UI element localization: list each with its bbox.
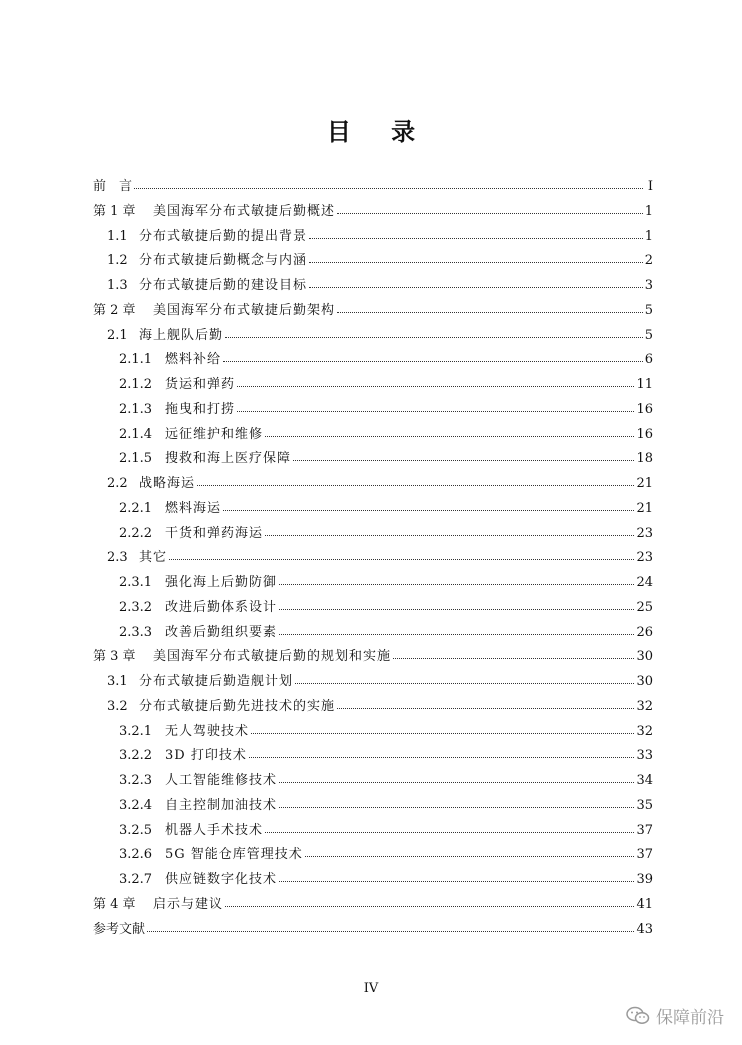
toc-entry-number: 3.2.7 [119,872,153,887]
toc-leader-dots [279,584,634,585]
toc-leader-dots [147,931,634,932]
toc-entry[interactable] [93,197,653,219]
toc-entry-page: 43 [636,921,653,937]
toc-entry-number: 2.1.3 [119,401,153,417]
toc-entry[interactable] [107,222,653,244]
toc-entry[interactable] [119,741,653,763]
toc-leader-dots [225,906,634,907]
toc-entry-number: 第 1 章 [93,203,136,219]
toc-entry-label: 改进后勤体系设计 [165,599,278,615]
toc-leader-dots [237,386,634,387]
toc-leader-dots [251,733,634,734]
toc-entry-page: 33 [636,748,653,764]
toc-entry-label: 美国海军分布式敏捷后勤概述 [153,203,336,219]
toc-entry-label: 3D 打印技术 [165,748,247,764]
toc-entry[interactable] [93,915,653,937]
toc-entry[interactable] [93,890,653,912]
toc-entry-label: 远征维护和维修 [165,426,264,442]
toc-entry[interactable] [119,766,653,788]
toc-leader-dots [309,287,643,288]
toc-entry[interactable] [107,321,653,343]
toc-leader-dots [295,683,634,684]
toc-entry-number: 第 4 章 [93,896,136,912]
toc-leader-dots [279,807,634,808]
toc-leader-dots [337,213,643,214]
toc-entry-label: 机器人手术技术 [165,822,264,838]
toc-entry[interactable] [119,519,653,541]
toc-entry[interactable] [119,395,653,417]
toc-entry-page: 39 [636,872,653,887]
toc-leader-dots [223,510,634,511]
toc-entry-label: 无人驾驶技术 [165,723,250,739]
toc-entry-page: 11 [636,377,653,392]
toc-entry[interactable] [107,667,653,689]
toc-entry-label: 燃料海运 [165,500,222,516]
toc-entry-label: 拖曳和打捞 [165,401,236,417]
toc-entry[interactable] [119,865,653,887]
toc-entry[interactable] [119,593,653,615]
toc-entry-label: 分布式敏捷后勤先进技术的实施 [139,698,336,714]
page-title: 目 录 [326,117,432,146]
toc-entry-page: 41 [636,896,653,912]
toc-entry-label: 自主控制加油技术 [165,797,278,813]
toc-entry[interactable] [119,717,653,739]
toc-entry-label: 美国海军分布式敏捷后勤架构 [153,302,336,318]
toc-leader-dots [223,361,643,362]
toc-leader-dots [197,485,634,486]
toc-entry-page: 30 [636,674,653,689]
toc-entry-page: 23 [636,550,653,566]
toc-entry-number: 2.3.1 [119,575,153,590]
toc-entry-number: 2.1.5 [119,451,153,467]
toc-leader-dots [305,856,635,857]
toc-entry-label: 5G 智能仓库管理技术 [165,847,303,863]
toc-entry[interactable] [119,494,653,516]
toc-entry-page: 35 [636,797,653,813]
toc-entry-label: 人工智能维修技术 [165,773,278,788]
toc-leader-dots [279,782,634,783]
toc-entry[interactable] [93,172,653,194]
toc-leader-dots [265,832,634,833]
toc-entry-number: 2.2.2 [119,525,153,541]
toc-entry[interactable] [119,816,653,838]
toc-entry-number: 3.2.4 [119,797,153,813]
toc-leader-dots [265,535,634,536]
toc-entry-page: 30 [636,649,653,665]
toc-entry[interactable] [119,345,653,367]
toc-leader-dots [293,460,634,461]
toc-entry-label: 战略海运 [139,476,196,491]
toc-leader-dots [279,881,634,882]
toc-entry[interactable] [119,791,653,813]
toc-entry-page: 2 [644,253,653,269]
toc-entry-page: 23 [636,525,653,541]
watermark [626,1003,724,1028]
toc-entry-number: 2.1.4 [119,426,153,442]
toc-entry[interactable] [107,469,653,491]
toc-entry-label: 改善后勤组织要素 [165,624,278,640]
toc-leader-dots [279,609,634,610]
toc-entry-page: 37 [636,847,653,863]
toc-entry[interactable] [119,444,653,466]
toc-entry-label: 分布式敏捷后勤造舰计划 [139,674,294,689]
toc-entry[interactable] [119,568,653,590]
toc-entry-page: 1 [644,203,653,219]
toc-entry-number: 前 言 [93,179,133,194]
toc-entry-number: 3.2 [107,698,128,714]
toc-entry-number: 参考文献 [93,921,146,937]
toc-entry-number: 3.1 [107,674,128,689]
toc-entry-number: 2.1 [107,327,128,343]
toc-entry-label: 强化海上后勤防御 [165,575,278,590]
toc-entry-label: 搜救和海上医疗保障 [165,451,292,467]
toc-entry-page: 16 [636,401,653,417]
toc-entry-page: 5 [644,327,653,343]
toc-entry-number: 2.2.1 [119,500,153,516]
toc-leader-dots [393,658,634,659]
toc-entry[interactable] [107,246,653,268]
toc-entry[interactable] [107,692,653,714]
watermark-text: 保障前沿 [656,1008,724,1028]
toc-entry-number: 3.2.5 [119,822,153,838]
toc-entry[interactable] [119,370,653,392]
toc-entry-label: 燃料补给 [165,352,222,368]
toc-entry[interactable] [93,642,653,664]
toc-entry-page: 24 [636,575,653,590]
toc-entry-label: 供应链数字化技术 [165,872,278,887]
toc-entry-page: 34 [636,773,653,788]
toc-entry-page: 32 [636,723,653,739]
toc-entry-label: 美国海军分布式敏捷后勤的规划和实施 [153,649,392,665]
toc-leader-dots [337,312,643,313]
toc-entry-number: 2.3 [107,550,128,566]
toc-entry-number: 2.2 [107,476,128,491]
toc-entry-number: 3.2.6 [119,847,153,863]
wechat-icon [626,1006,650,1026]
toc-entry[interactable] [119,840,653,862]
toc-entry-number: 2.1.2 [119,377,153,392]
toc-leader-dots [169,559,634,560]
toc-entry-label: 分布式敏捷后勤的提出背景 [139,228,308,244]
toc-entry-number: 3.2.1 [119,723,153,739]
toc-leader-dots [265,436,634,437]
toc-entry-page: 1 [644,228,653,244]
toc-entry-number: 2.3.2 [119,599,153,615]
toc-entry-number: 1.1 [107,228,128,244]
toc-entry-number: 3.2.2 [119,748,153,764]
toc-entry-label: 启示与建议 [153,896,224,912]
toc-entry-label: 货运和弹药 [165,377,236,392]
toc-entry-number: 1.2 [107,253,128,269]
toc-entry-page: 37 [636,822,653,838]
toc-entry-number: 1.3 [107,278,128,293]
toc-entry-page: 25 [636,599,653,615]
toc-entry-number: 第 3 章 [93,649,136,665]
toc-entry-page: 16 [636,426,653,442]
toc-leader-dots [249,757,635,758]
toc-entry-page: 32 [636,698,653,714]
toc-entry-page: 26 [636,624,653,640]
toc-entry-page: 21 [636,476,653,491]
toc-entry-page: 5 [644,302,653,318]
toc-leader-dots [225,337,643,338]
toc-entry-number: 第 2 章 [93,302,136,318]
toc-entry-page: 21 [636,500,653,516]
toc-entry-number: 2.3.3 [119,624,153,640]
toc-entry[interactable] [107,543,653,565]
toc-entry-page: 18 [636,451,653,467]
toc-entry-number: 2.1.1 [119,352,153,368]
toc-leader-dots [337,708,634,709]
toc-entry[interactable] [107,271,653,293]
toc-leader-dots [279,634,634,635]
page-number: IV [363,981,379,996]
toc-entry-label: 分布式敏捷后勤的建设目标 [139,278,308,293]
toc-entry[interactable] [119,420,653,442]
toc-leader-dots [134,188,643,189]
toc-entry[interactable] [93,296,653,318]
toc-entry-label: 分布式敏捷后勤概念与内涵 [139,253,308,269]
toc-leader-dots [309,262,643,263]
toc-entry-label: 干货和弹药海运 [165,525,264,541]
toc-leader-dots [309,238,643,239]
toc-entry-page: 3 [644,278,653,293]
toc-entry[interactable] [119,618,653,640]
toc-entry-page: 6 [644,352,653,368]
toc-leader-dots [237,411,634,412]
toc-entry-number: 3.2.3 [119,773,153,788]
toc-entry-label: 其它 [139,550,168,566]
toc-entry-page: I [647,179,653,194]
toc-entry-label: 海上舰队后勤 [139,327,224,343]
